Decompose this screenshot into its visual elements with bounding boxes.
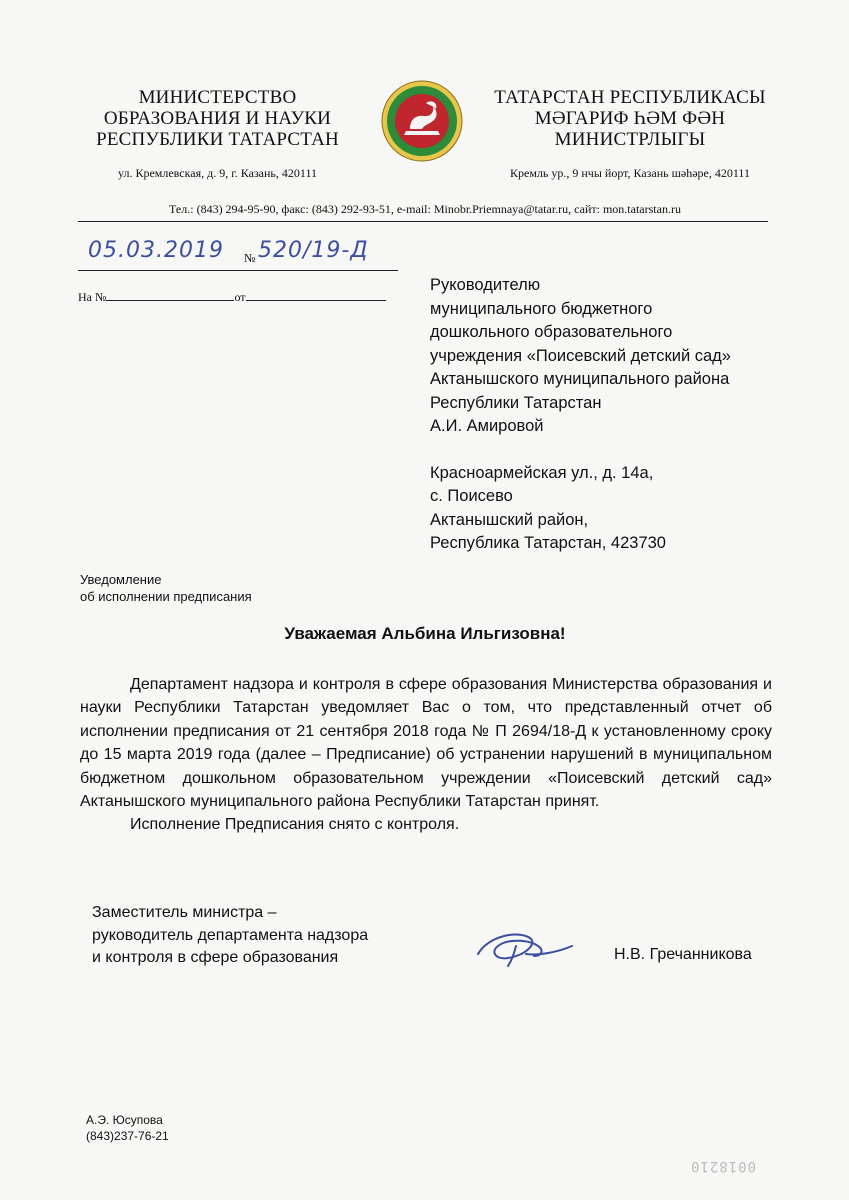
body-paragraph: Исполнение Предписания снято с контроля. xyxy=(130,816,460,834)
reference-number-blank xyxy=(106,288,234,301)
addressee-line: Руководителю xyxy=(430,276,541,294)
subject-line: об исполнении предписания xyxy=(80,589,252,604)
letter-subject xyxy=(80,571,252,605)
subject-line: Уведомление xyxy=(80,572,162,587)
header-divider xyxy=(78,221,768,222)
handwritten-signature-icon xyxy=(468,916,578,976)
ministry-address-tt: Кремль ур., 9 нчы йорт, Казань шәһәре, 420111 xyxy=(510,166,750,180)
reference-date-blank xyxy=(246,288,386,301)
tatarstan-emblem-icon xyxy=(380,79,464,163)
addressee-block xyxy=(430,274,790,556)
ministry-line: ОБРАЗОВАНИЯ И НАУКИ xyxy=(103,108,332,129)
ministry-line: МИНИСТЕРСТВО xyxy=(138,87,297,108)
reference-date-label: от xyxy=(234,290,246,304)
executor-phone: (843)237-76-21 xyxy=(86,1129,169,1143)
signatory-position xyxy=(92,902,368,970)
addressee-address-line: Красноармейская ул., д. 14а, xyxy=(430,463,654,482)
ministry-line: МИНИСТРЛЫГЫ xyxy=(554,129,706,150)
addressee-line: А.И. Амировой xyxy=(430,417,544,435)
ministry-name-tt xyxy=(470,87,790,150)
ministry-name-ru xyxy=(60,87,375,150)
ministry-contacts: Тел.: (843) 294-95-90, факс: (843) 292-93-51, e-mail: Minobr.Priemnaya@tatar.ru, сайт: mon.tatarstan.ru xyxy=(169,202,681,216)
addressee-line: Актанышского муниципального района xyxy=(430,370,730,388)
greeting: Уважаемая Альбина Ильгизовна! xyxy=(284,624,566,643)
ministry-line: РЕСПУБЛИКИ ТАТАРСТАН xyxy=(96,129,339,150)
registration-date: 05.03.2019 xyxy=(88,238,224,263)
addressee-line: дошкольного образовательного xyxy=(430,323,673,341)
signatory-name: Н.В. Гречанникова xyxy=(614,946,752,963)
position-line: и контроля в сфере образования xyxy=(92,949,339,966)
letter-body xyxy=(80,673,772,837)
ministry-line: ТАТАРСТАН РЕСПУБЛИКАСЫ xyxy=(494,87,766,108)
ministry-address-ru: ул. Кремлевская, д. 9, г. Казань, 420111 xyxy=(117,166,318,180)
reference-number-label: На № xyxy=(78,290,107,304)
registration-number-label: № xyxy=(244,251,256,265)
position-line: Заместитель министра – xyxy=(92,904,277,921)
registration-number: 520/19-Д xyxy=(258,238,369,263)
executor-name: А.Э. Юсупова xyxy=(86,1113,163,1127)
reference-row xyxy=(78,288,398,305)
addressee-line: учреждения «Поисевский детский сад» xyxy=(430,346,731,365)
addressee-line: муниципального бюджетного xyxy=(430,299,653,318)
position-line: руководитель департамента надзора xyxy=(92,926,369,944)
body-paragraph: Департамент надзора и контроля в сфере образования Министерства образования и науки Республики Татарстан уведомляет Вас о том, что представленный отчет об исполнении предписания от 21 сентября 2018 года № П 2694/18-Д к установленному сроку до 15 марта 2019 года (далее – Предписание) об устранении нарушений в муниципальном бюджетном дошкольном образовательном учреждении «Поисевский детский сад» Актанышского муниципального района Республики Татарстан принят. xyxy=(80,676,772,811)
addressee-address-line: с. Поисево xyxy=(430,487,513,505)
addressee-address-line: Актанышский район, xyxy=(430,510,589,529)
addressee-line: Республики Татарстан xyxy=(430,393,602,412)
form-serial-number: 0018210 xyxy=(690,1158,757,1174)
ministry-line: МӘГАРИФ ҺӘМ ФӘН xyxy=(534,108,726,129)
addressee-address-line: Республика Татарстан, 423730 xyxy=(430,534,666,552)
executor-info xyxy=(86,1112,169,1144)
